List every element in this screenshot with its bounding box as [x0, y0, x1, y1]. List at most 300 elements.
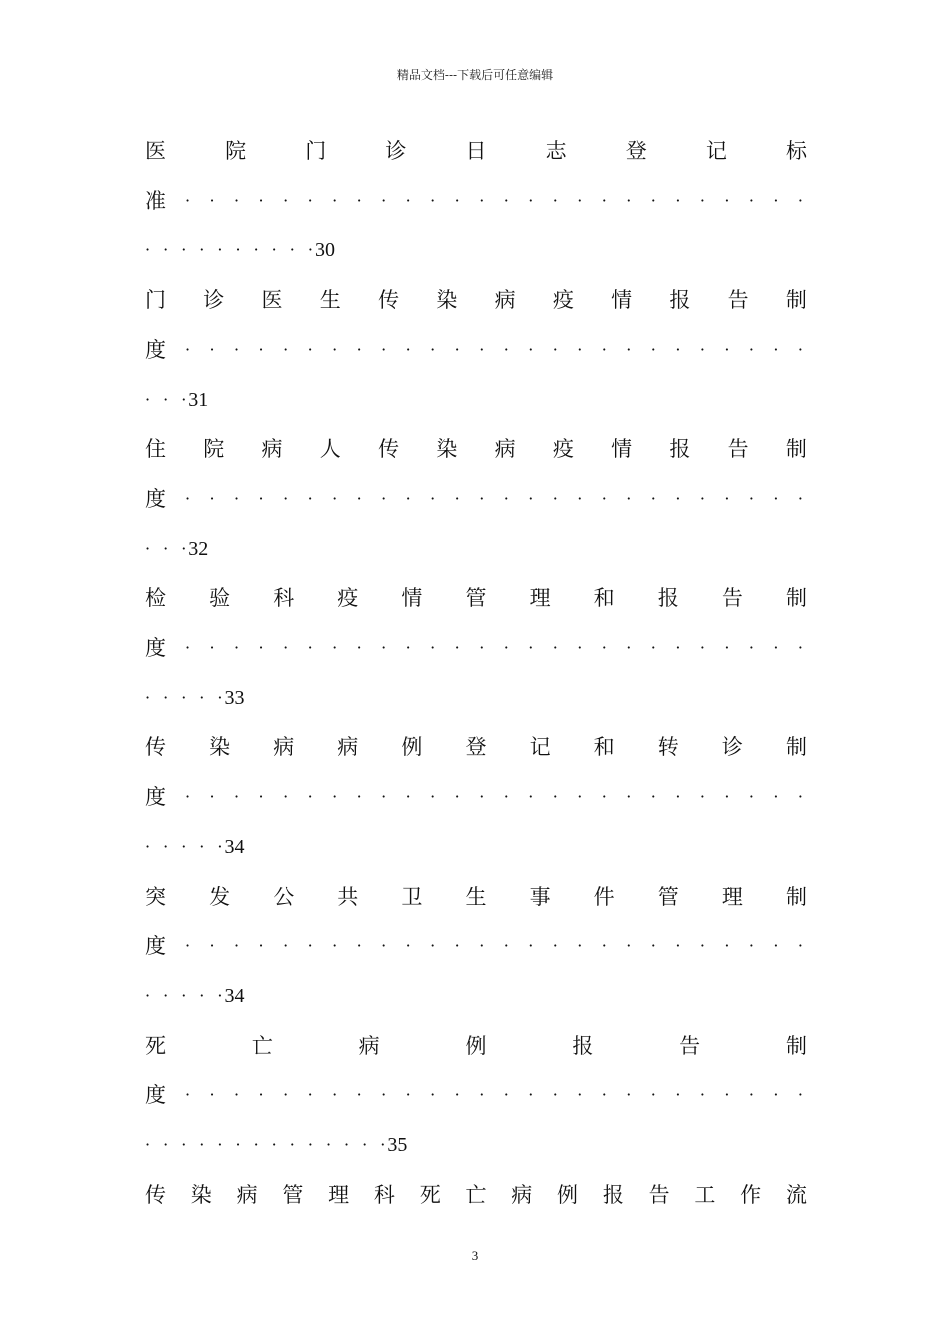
leader-dot: · — [235, 1135, 241, 1154]
toc-title-char: 病 — [494, 437, 516, 462]
leader-dot: · — [773, 787, 779, 807]
toc-title-char: 验 — [209, 586, 231, 611]
leader-dot: · — [577, 638, 583, 657]
toc-title-char: 传 — [378, 288, 400, 313]
toc-entry-page-line — [145, 832, 244, 862]
leader-dot: · — [405, 339, 411, 359]
leader-dot: · — [748, 936, 754, 956]
leader-dot: · — [797, 1085, 803, 1105]
leader-dot: · — [307, 339, 313, 359]
leader-dot: · — [332, 190, 338, 210]
leader-dot: · — [145, 836, 151, 856]
leader-dot: · — [650, 488, 656, 508]
leader-dot: · — [454, 638, 460, 657]
leader-dot: · — [724, 339, 730, 359]
toc-title-char: 和 — [593, 735, 615, 760]
leader-dot: · — [217, 836, 223, 856]
leader-dot: · — [283, 936, 289, 956]
dot-leader — [145, 1130, 385, 1160]
leader-dot: · — [626, 190, 632, 210]
toc-title-char: 制 — [785, 586, 807, 611]
leader-dot: · — [773, 936, 779, 956]
toc-title-char: 染 — [436, 288, 458, 313]
leader-dot: · — [356, 339, 362, 359]
leader-dot: · — [209, 488, 215, 508]
leader-dot: · — [145, 538, 151, 558]
toc-title-char: 传 — [145, 735, 166, 760]
leader-dot: · — [356, 638, 362, 657]
leader-dot: · — [748, 339, 754, 359]
leader-dot: · — [503, 936, 509, 956]
toc-title-last-char: 准 — [145, 188, 166, 213]
toc-entry-title — [145, 285, 807, 315]
leader-dot: · — [185, 488, 191, 508]
leader-dot: · — [479, 1085, 485, 1105]
leader-dot: · — [528, 339, 534, 359]
leader-dot: · — [650, 936, 656, 956]
toc-title-char: 门 — [305, 139, 327, 163]
toc-entry-leader — [145, 633, 807, 663]
toc-title-char: 发 — [209, 884, 231, 909]
leader-dot: · — [332, 339, 338, 359]
leader-dot: · — [145, 687, 151, 707]
leader-dot: · — [307, 936, 313, 956]
leader-dot: · — [724, 190, 730, 210]
toc-title-char: 生 — [319, 288, 341, 313]
leader-dot: · — [405, 638, 411, 657]
leader-dot: · — [626, 488, 632, 508]
dot-leader — [185, 335, 807, 365]
toc-title-char: 情 — [611, 288, 633, 313]
toc-title-char: 病 — [337, 735, 359, 760]
leader-dot: · — [405, 190, 411, 210]
dot-leader — [185, 484, 807, 514]
leader-dot: · — [325, 1135, 332, 1154]
toc-entry-leader — [145, 186, 807, 216]
leader-dot: · — [163, 687, 169, 707]
leader-dot: · — [356, 190, 362, 210]
leader-dot: · — [185, 936, 191, 956]
toc-title-char: 告 — [679, 1033, 701, 1058]
toc-entry-title — [145, 732, 807, 762]
toc-title-char: 突 — [145, 884, 166, 909]
leader-dot: · — [381, 787, 387, 807]
toc-entry-page-line — [145, 235, 335, 265]
leader-dot: · — [601, 339, 607, 359]
leader-dot: · — [430, 787, 436, 807]
toc-title-last-char: 度 — [145, 636, 166, 660]
toc-entry-page-line — [145, 683, 244, 713]
dot-leader — [185, 1080, 807, 1110]
toc-title-char: 管 — [657, 884, 679, 909]
leader-dot: · — [699, 936, 705, 956]
toc-title-char: 院 — [225, 139, 247, 163]
leader-dot: · — [209, 190, 215, 210]
leader-dot: · — [773, 488, 779, 508]
leader-dot: · — [577, 787, 583, 807]
leader-dot: · — [234, 1085, 240, 1105]
leader-dot: · — [552, 488, 558, 508]
toc-title-char: 院 — [203, 437, 225, 462]
leader-dot: · — [181, 389, 187, 409]
leader-dot: · — [356, 787, 362, 807]
leader-dot: · — [773, 1085, 779, 1105]
leader-dot: · — [185, 638, 191, 657]
toc-title-last-char: 度 — [145, 1083, 166, 1108]
leader-dot: · — [163, 538, 169, 558]
toc-entry-leader — [145, 782, 807, 812]
leader-dot: · — [258, 488, 264, 508]
leader-dot: · — [577, 339, 583, 359]
toc-title-char: 管 — [282, 1182, 304, 1207]
leader-dot: · — [258, 1085, 264, 1105]
dot-leader — [145, 235, 313, 265]
leader-dot: · — [199, 836, 205, 856]
leader-dot: · — [271, 1135, 277, 1154]
leader-dot: · — [199, 240, 205, 260]
toc-title-char: 染 — [190, 1182, 212, 1207]
toc-title-char: 亡 — [465, 1182, 487, 1207]
leader-dot: · — [209, 936, 215, 956]
leader-dot: · — [381, 190, 387, 210]
leader-dot: · — [430, 190, 436, 210]
leader-dot: · — [253, 1135, 259, 1154]
leader-dot: · — [217, 687, 223, 707]
leader-dot: · — [145, 240, 151, 260]
toc-title-last-char: 度 — [145, 337, 166, 362]
leader-dot: · — [748, 488, 754, 508]
toc-entry-leader — [145, 1080, 807, 1110]
toc-title-char: 人 — [319, 437, 341, 462]
leader-dot: · — [454, 190, 460, 210]
leader-dot: · — [626, 1085, 632, 1105]
toc-title-char: 告 — [727, 288, 749, 313]
toc-title-char: 和 — [593, 586, 615, 611]
leader-dot: · — [675, 190, 681, 210]
toc-page-number: 33 — [224, 686, 245, 709]
leader-dot: · — [235, 240, 241, 260]
leader-dot: · — [181, 985, 187, 1005]
leader-dot: · — [163, 985, 169, 1005]
leader-dot: · — [601, 787, 607, 807]
leader-dot: · — [503, 1085, 509, 1105]
leader-dot: · — [163, 389, 169, 409]
leader-dot: · — [503, 787, 509, 807]
leader-dot: · — [430, 1085, 436, 1105]
leader-dot: · — [724, 936, 730, 956]
leader-dot: · — [185, 787, 191, 807]
leader-dot: · — [699, 339, 705, 359]
leader-dot: · — [332, 488, 338, 508]
leader-dot: · — [479, 488, 485, 508]
toc-entry-title — [145, 583, 807, 613]
leader-dot: · — [601, 1085, 607, 1105]
leader-dot: · — [552, 787, 558, 807]
leader-dot: · — [528, 638, 534, 657]
leader-dot: · — [307, 488, 313, 508]
leader-dot: · — [430, 339, 436, 359]
leader-dot: · — [748, 1085, 754, 1105]
leader-dot: · — [258, 638, 264, 657]
toc-title-char: 制 — [785, 1033, 807, 1058]
leader-dot: · — [675, 1085, 681, 1105]
leader-dot: · — [699, 190, 705, 210]
leader-dot: · — [199, 1135, 205, 1154]
toc-title-char: 告 — [648, 1182, 670, 1207]
leader-dot: · — [675, 488, 681, 508]
leader-dot: · — [307, 1085, 313, 1105]
leader-dot: · — [601, 638, 607, 657]
leader-dot: · — [724, 1085, 730, 1105]
toc-title-char: 管 — [465, 586, 487, 611]
toc-title-char: 生 — [465, 884, 487, 909]
leader-dot: · — [283, 638, 289, 657]
leader-dot: · — [797, 190, 803, 210]
leader-dot: · — [381, 339, 387, 359]
leader-dot: · — [601, 936, 607, 956]
toc-title-char: 件 — [593, 884, 615, 909]
leader-dot: · — [234, 787, 240, 807]
toc-title-char: 科 — [373, 1182, 395, 1207]
leader-dot: · — [528, 488, 534, 508]
toc-title-char: 传 — [145, 1182, 166, 1207]
leader-dot: · — [234, 638, 240, 657]
leader-dot: · — [748, 638, 754, 657]
toc-title-char: 转 — [657, 735, 679, 760]
leader-dot: · — [773, 190, 779, 210]
leader-dot: · — [217, 985, 223, 1005]
toc-title-char: 染 — [209, 735, 231, 760]
leader-dot: · — [307, 240, 313, 260]
toc-title-char: 诊 — [721, 735, 743, 760]
leader-dot: · — [332, 936, 338, 956]
leader-dot: · — [797, 488, 803, 508]
toc-entry-title — [145, 136, 807, 166]
toc-title-char: 亡 — [251, 1033, 273, 1058]
leader-dot: · — [552, 1085, 558, 1105]
leader-dot: · — [797, 936, 803, 956]
toc-entry-leader — [145, 484, 807, 514]
leader-dot: · — [748, 787, 754, 807]
leader-dot: · — [289, 240, 295, 260]
leader-dot: · — [405, 787, 411, 807]
leader-dot: · — [626, 787, 632, 807]
toc-page-number: 31 — [188, 388, 209, 411]
leader-dot: · — [528, 190, 534, 210]
leader-dot: · — [258, 936, 264, 956]
toc-title-char: 医 — [261, 288, 283, 313]
toc-title-char: 报 — [572, 1033, 594, 1058]
toc-title-last-char: 度 — [145, 785, 166, 810]
leader-dot: · — [332, 638, 338, 657]
leader-dot: · — [650, 190, 656, 210]
toc-page-number: 34 — [224, 835, 245, 858]
toc-title-char: 志 — [545, 139, 567, 163]
leader-dot: · — [724, 638, 730, 657]
toc-title-char: 告 — [727, 437, 749, 462]
leader-dot: · — [552, 638, 558, 657]
leader-dot: · — [503, 488, 509, 508]
leader-dot: · — [209, 339, 215, 359]
leader-dot: · — [626, 936, 632, 956]
leader-dot: · — [699, 638, 705, 657]
leader-dot: · — [577, 488, 583, 508]
toc-title-char: 住 — [145, 437, 166, 462]
toc-entry-title — [145, 1180, 807, 1210]
leader-dot: · — [209, 787, 215, 807]
leader-dot: · — [356, 488, 362, 508]
leader-dot: · — [283, 190, 289, 210]
leader-dot: · — [283, 787, 289, 807]
toc-entry-title — [145, 1031, 807, 1061]
leader-dot: · — [675, 339, 681, 359]
leader-dot: · — [650, 638, 656, 657]
leader-dot: · — [344, 1135, 350, 1154]
leader-dot: · — [199, 985, 205, 1005]
toc-title-char: 传 — [378, 437, 400, 462]
toc-title-char: 门 — [145, 288, 166, 313]
leader-dot: · — [503, 638, 509, 657]
leader-dot: · — [430, 936, 436, 956]
dot-leader — [185, 782, 807, 812]
leader-dot: · — [577, 1085, 583, 1105]
leader-dot: · — [181, 538, 187, 558]
toc-title-char: 诊 — [203, 288, 225, 313]
leader-dot: · — [724, 488, 730, 508]
leader-dot: · — [699, 787, 705, 807]
leader-dot: · — [454, 787, 460, 807]
leader-dot: · — [479, 936, 485, 956]
dot-leader — [185, 931, 807, 961]
leader-dot: · — [234, 936, 240, 956]
leader-dot: · — [479, 190, 485, 210]
toc-title-char: 病 — [236, 1182, 258, 1207]
leader-dot: · — [797, 787, 803, 807]
leader-dot: · — [199, 687, 205, 707]
toc-title-char: 例 — [401, 735, 423, 760]
leader-dot: · — [577, 190, 583, 210]
leader-dot: · — [356, 936, 362, 956]
leader-dot: · — [479, 787, 485, 807]
toc-title-char: 例 — [465, 1033, 487, 1058]
toc-title-char: 疫 — [552, 437, 574, 462]
leader-dot: · — [601, 488, 607, 508]
toc-title-char: 诊 — [385, 139, 407, 163]
toc-title-char: 登 — [625, 139, 647, 163]
leader-dot: · — [283, 1085, 289, 1105]
dot-leader — [185, 633, 807, 663]
toc-entry-page-line — [145, 1130, 407, 1160]
toc-page-number: 34 — [224, 984, 245, 1007]
toc-title-char: 流 — [785, 1182, 807, 1207]
leader-dot: · — [145, 985, 151, 1005]
leader-dot: · — [552, 190, 558, 210]
toc-title-char: 病 — [494, 288, 516, 313]
leader-dot: · — [430, 638, 436, 657]
leader-dot: · — [332, 787, 338, 807]
toc-title-char: 制 — [785, 735, 807, 760]
dot-leader — [145, 534, 186, 564]
leader-dot: · — [289, 1135, 295, 1154]
toc-title-char: 报 — [669, 288, 691, 313]
leader-dot: · — [430, 488, 436, 508]
leader-dot: · — [253, 240, 259, 260]
leader-dot: · — [650, 787, 656, 807]
toc-title-char: 共 — [337, 884, 359, 909]
dot-leader — [145, 385, 186, 415]
toc-entry-page-line — [145, 385, 208, 415]
toc-title-char: 登 — [465, 735, 487, 760]
leader-dot: · — [258, 339, 264, 359]
toc-title-char: 疫 — [337, 586, 359, 611]
leader-dot: · — [185, 190, 191, 210]
toc-title-char: 疫 — [552, 288, 574, 313]
toc-title-last-char: 度 — [145, 934, 166, 959]
toc-page-number: 30 — [314, 239, 335, 262]
toc-title-char: 医 — [145, 139, 166, 163]
toc-title-char: 制 — [785, 437, 807, 462]
leader-dot: · — [209, 1085, 215, 1105]
toc-title-char: 卫 — [401, 884, 423, 909]
leader-dot: · — [145, 1135, 151, 1154]
leader-dot: · — [699, 488, 705, 508]
toc-entry-leader — [145, 931, 807, 961]
toc-entry-title — [145, 434, 807, 464]
dot-leader — [145, 683, 222, 713]
leader-dot: · — [307, 787, 313, 807]
toc-title-char: 报 — [657, 586, 679, 611]
leader-dot: · — [773, 638, 779, 657]
toc-title-char: 标 — [786, 139, 807, 163]
leader-dot: · — [454, 936, 460, 956]
toc-page-number: 32 — [188, 537, 209, 560]
leader-dot: · — [724, 787, 730, 807]
leader-dot: · — [528, 936, 534, 956]
page-header: 精品文档---下载后可任意编辑 — [396, 68, 554, 82]
leader-dot: · — [479, 638, 485, 657]
toc-title-char: 制 — [785, 884, 807, 909]
toc-title-char: 情 — [401, 586, 423, 611]
leader-dot: · — [675, 638, 681, 657]
leader-dot: · — [381, 936, 387, 956]
toc-title-char: 理 — [328, 1182, 350, 1207]
toc-title-char: 告 — [721, 586, 743, 611]
toc-title-char: 工 — [694, 1182, 716, 1207]
toc-title-char: 记 — [529, 735, 551, 760]
toc-entry-title — [145, 882, 807, 912]
leader-dot: · — [332, 1085, 338, 1105]
toc-title-char: 作 — [740, 1182, 762, 1207]
leader-dot: · — [454, 339, 460, 359]
leader-dot: · — [381, 1085, 387, 1105]
leader-dot: · — [258, 190, 264, 210]
leader-dot: · — [528, 1085, 534, 1105]
leader-dot: · — [699, 1085, 705, 1105]
toc-title-char: 例 — [557, 1182, 579, 1207]
leader-dot: · — [626, 638, 632, 657]
toc-title-char: 科 — [273, 586, 295, 611]
toc-title-char: 理 — [529, 586, 551, 611]
leader-dot: · — [283, 339, 289, 359]
toc-entry-page-line — [145, 981, 244, 1011]
leader-dot: · — [797, 638, 803, 657]
leader-dot: · — [381, 488, 387, 508]
leader-dot: · — [626, 339, 632, 359]
leader-dot: · — [748, 190, 754, 210]
leader-dot: · — [454, 1085, 460, 1105]
leader-dot: · — [356, 1085, 362, 1105]
leader-dot: · — [405, 936, 411, 956]
